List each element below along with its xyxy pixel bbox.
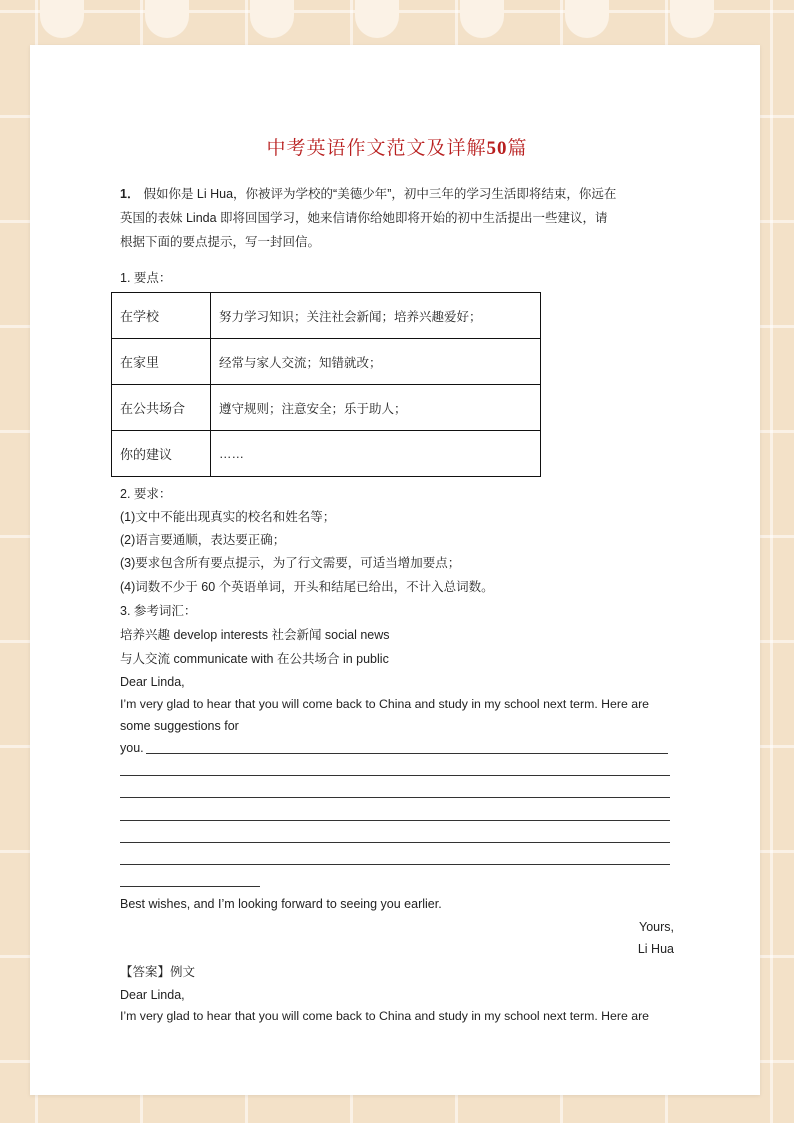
- table-row: [112, 293, 541, 339]
- content-cell: 遵守规则；注意安全；乐于助人；: [211, 385, 541, 431]
- answer-blank-line[interactable]: [120, 797, 670, 798]
- letter-line: you.: [120, 741, 144, 755]
- table-row: [112, 339, 541, 385]
- answer-greeting: Dear Linda,: [120, 988, 185, 1002]
- answer-blank-line[interactable]: [120, 886, 260, 887]
- letter-signature: Li Hua: [637, 942, 674, 956]
- letter-greeting: Dear Linda,: [120, 675, 185, 689]
- vocab-heading: 3. 参考词汇：: [120, 604, 197, 618]
- place-cell: 在公共场合: [112, 385, 211, 431]
- requirements-heading: 2. 要求：: [120, 487, 172, 501]
- requirement-item: (1)文中不能出现真实的校名和姓名等；: [120, 510, 336, 524]
- letter-closing: Best wishes, and I’m looking forward to seeing you earlier.: [120, 897, 442, 911]
- prompt-line: 1． 假如你是 Li Hua，你被评为学校的“美德少年”，初中三年的学习生活即将结束，你远在: [120, 187, 617, 201]
- table-row: [112, 385, 541, 431]
- answer-blank-line[interactable]: [120, 775, 670, 776]
- content-cell: 经常与家人交流；知错就改；: [211, 339, 541, 385]
- points-table: [111, 292, 541, 477]
- answer-line: I’m very glad to hear that you will come back to China and study in my school next term. Here are: [120, 1009, 650, 1023]
- place-cell: 你的建议: [112, 431, 211, 477]
- prompt-line: 根据下面的要点提示，写一封回信。: [120, 235, 321, 249]
- place-cell: 在学校: [112, 293, 211, 339]
- content-cell: 努力学习知识；关注社会新闻；培养兴趣爱好；: [211, 293, 541, 339]
- page-title: 中考英语作文范文及详解50篇: [266, 137, 528, 159]
- requirement-item: (2)语言要通顺，表达要正确；: [120, 533, 286, 547]
- letter-line: some suggestions for: [120, 719, 239, 733]
- points-heading: 1. 要点：: [120, 271, 172, 285]
- answer-heading: 【答案】例文: [120, 965, 196, 979]
- requirement-item: (4)词数不少于 60 个英语单词，开头和结尾已给出，不计入总词数。: [120, 580, 494, 594]
- answer-blank-line[interactable]: [120, 864, 670, 865]
- answer-blank-line[interactable]: [120, 820, 670, 821]
- prompt-line: 英国的表妹 Linda 即将回国学习，她来信请你给她即将开始的初中生活提出一些建议，请: [120, 211, 608, 225]
- table-row: [112, 431, 541, 477]
- answer-blank-line[interactable]: [120, 842, 670, 843]
- requirement-item: (3)要求包含所有要点提示，为了行文需要，可适当增加要点；: [120, 556, 461, 570]
- letter-sign-off: Yours,: [639, 920, 674, 934]
- place-cell: 在家里: [112, 339, 211, 385]
- answer-blank-line[interactable]: [146, 753, 668, 754]
- content-cell: ……: [211, 431, 541, 477]
- vocab-item: 培养兴趣 develop interests 社会新闻 social news: [120, 628, 390, 642]
- letter-line: I’m very glad to hear that you will come back to China and study in my school next term. Here are: [120, 697, 650, 711]
- vocab-item: 与人交流 communicate with 在公共场合 in public: [120, 652, 389, 666]
